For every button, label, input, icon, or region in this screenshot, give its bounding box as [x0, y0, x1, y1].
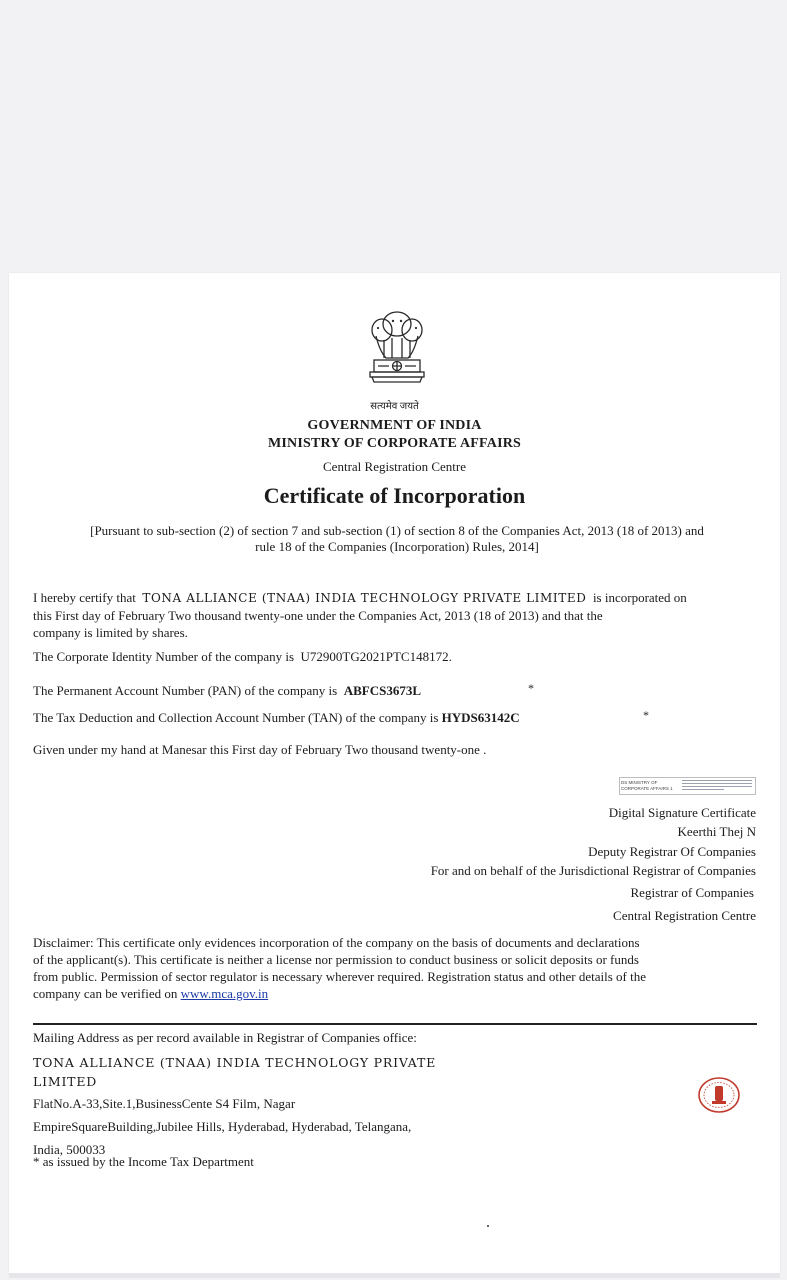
incorporated-text: is incorporated on [592, 590, 687, 605]
certify-intro: I hereby certify that [33, 590, 136, 605]
page-title: Certificate of Incorporation [263, 483, 526, 508]
tan-statement [33, 709, 761, 726]
signatory-designation: Deputy Registrar Of Companies [588, 844, 756, 859]
certificate-page [9, 273, 780, 1273]
ministry-seal-icon [697, 1076, 741, 1114]
mailing-company-name-line: LIMITED [33, 1074, 98, 1089]
pan-statement [33, 682, 761, 699]
liability-text: company is limited by shares. [33, 625, 188, 640]
pan-label: The Permanent Account Number (PAN) of the company is [33, 683, 338, 698]
company-name: TONA ALLIANCE (TNAA) INDIA TECHNOLOGY PRIVATE LIMITED [142, 591, 587, 605]
mailing-company-name-line: TONA ALLIANCE (TNAA) INDIA TECHNOLOGY PRIVATE [33, 1055, 437, 1070]
tan-label: The Tax Deduction and Collection Account Number (TAN) of the company is [33, 710, 439, 725]
given-statement: Given under my hand at Manesar this First day of February Two thousand twenty-one . [33, 742, 487, 757]
signature-centre: Central Registration Centre [613, 908, 756, 923]
cin-statement [33, 648, 761, 665]
emblem-motto: सत्यमेव जयते [370, 401, 419, 412]
stamp-text: DS MINISTRY OF [621, 780, 658, 785]
address-line: EmpireSquareBuilding,Jubilee Hills, Hyderabad, Hyderabad, Telangana, [33, 1119, 412, 1134]
registrar-label: Registrar of Companies [630, 885, 754, 900]
divider [33, 1023, 757, 1025]
disclaimer [33, 934, 757, 1002]
national-emblem-icon [362, 306, 432, 396]
pursuant-line: rule 18 of the Companies (Incorporation) Rules, 2014] [255, 539, 539, 554]
ministry-heading: MINISTRY OF CORPORATE AFFAIRS [267, 436, 522, 451]
incorporated-date-text: this First day of February Two thousand twenty-one under the Companies Act, 2013 (18 of 2013) and that the [33, 608, 603, 623]
mailing-company-name [33, 1053, 513, 1091]
stray-mark [487, 1225, 489, 1227]
cin-label: The Corporate Identity Number of the company is [33, 649, 295, 664]
on-behalf-text: For and on behalf of the Jurisdictional Registrar of Companies [430, 863, 756, 878]
pan-value: ABFCS3673L [343, 683, 422, 698]
tax-footnote: * as issued by the Income Tax Department [33, 1154, 254, 1169]
disclaimer-line: from public. Permission of sector regulator is necessary wherever required. Registration status and other details of the [33, 969, 646, 984]
pursuant-line: [Pursuant to sub-section (2) of section 7 and sub-section (1) of section 8 of the Companies Act, 2013 (18 of 2013) and [90, 523, 704, 538]
disclaimer-line: of the applicant(s). This certificate is neither a license nor permission to conduct business or solicit deposits or funds [33, 952, 639, 967]
mailing-address-label: Mailing Address as per record available in Registrar of Companies office: [33, 1030, 417, 1045]
government-heading: GOVERNMENT OF INDIA [307, 418, 482, 433]
mca-website-link[interactable]: www.mca.gov.in [180, 986, 269, 1001]
cin-value: U72900TG2021PTC148172. [300, 649, 452, 664]
tan-value: HYDS63142C [441, 710, 520, 725]
stamp-text: CORPORATE AFFAIRS 1 [621, 786, 673, 791]
certification-paragraph [33, 589, 761, 641]
registration-centre: Central Registration Centre [323, 459, 466, 474]
signatory-name: Keerthi Thej N [677, 824, 756, 839]
pan-footnote-mark: * [528, 681, 534, 695]
dsc-label: Digital Signature Certificate [608, 805, 756, 820]
tan-footnote-mark: * [643, 708, 649, 722]
page-bottom-edge [9, 1273, 780, 1278]
stamp-detail-lines [682, 780, 752, 792]
address-line: India, 500033 [33, 1142, 106, 1157]
disclaimer-line: company can be verified on [33, 986, 178, 1001]
address-line: FlatNo.A-33,Site.1,BusinessCente S4 Film, Nagar [33, 1096, 296, 1111]
digital-signature-stamp[interactable] [619, 777, 756, 795]
disclaimer-line: Disclaimer: This certificate only evidences incorporation of the company on the basis of documents and declarations [33, 935, 640, 950]
pursuant-clause [33, 523, 761, 555]
